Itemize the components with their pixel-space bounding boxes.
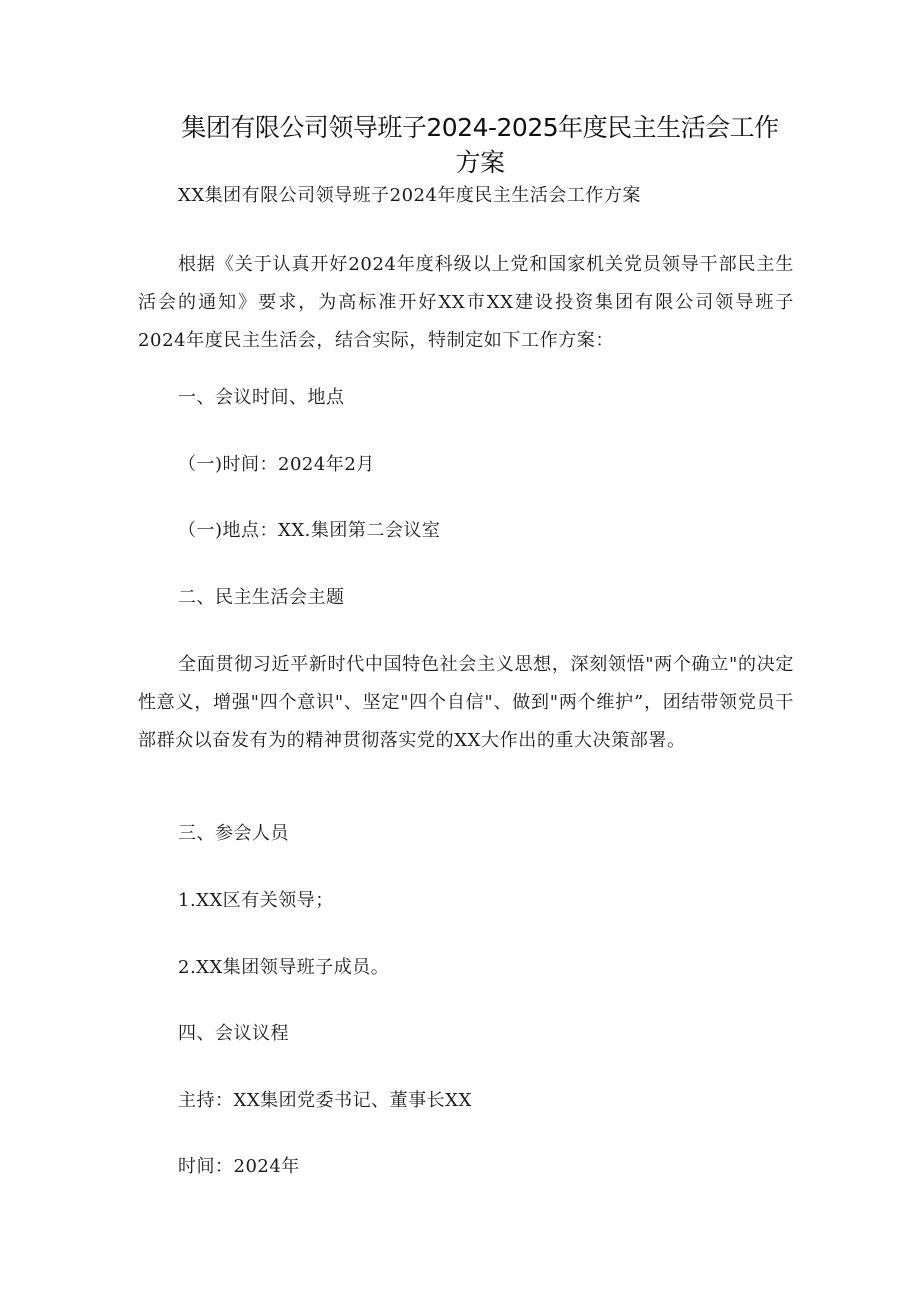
intro-paragraph: 根据《关于认真开好2024年度科级以上党和国家机关党员领导干部民主生活会的通知》要求，为高标准开好XX市XX建设投资集团有限公司领导班子2024年度民主生活会，结合实际，特制定如下工作方案： xyxy=(138,254,794,351)
section-4-time: 时间：2024年 xyxy=(178,1156,300,1177)
section-1-place: （一)地点：XX.集团第二会议室 xyxy=(178,520,441,541)
document-title-line-2: 方案 xyxy=(455,148,505,177)
document-title-line-1: 集团有限公司领导班子2024-2025年度民主生活会工作 xyxy=(181,113,779,142)
section-2-heading: 二、民主生活会主题 xyxy=(178,587,345,608)
section-3-item-2: 2.XX集团领导班子成员。 xyxy=(178,957,390,978)
section-1-heading: 一、会议时间、地点 xyxy=(178,387,345,408)
section-3-heading: 三、参会人员 xyxy=(178,823,289,844)
section-2-paragraph: 全面贯彻习近平新时代中国特色社会主义思想，深刻领悟"两个确立"的决定性意义，增强"四个意识"、坚定"四个自信"、做到"两个维护”，团结带领党员干部群众以奋发有为的精神贯彻落实党的XX大作出的重大决策部署。 xyxy=(138,654,794,751)
section-4-host: 主持：XX集团党委书记、董事长XX xyxy=(178,1090,472,1111)
section-4-heading: 四、会议议程 xyxy=(178,1023,289,1044)
document-subtitle: XX集团有限公司领导班子2024年度民主生活会工作方案 xyxy=(178,185,641,206)
section-3-item-1: 1.XX区有关领导； xyxy=(178,890,334,911)
section-1-time: （一)时间：2024年2月 xyxy=(178,454,375,475)
